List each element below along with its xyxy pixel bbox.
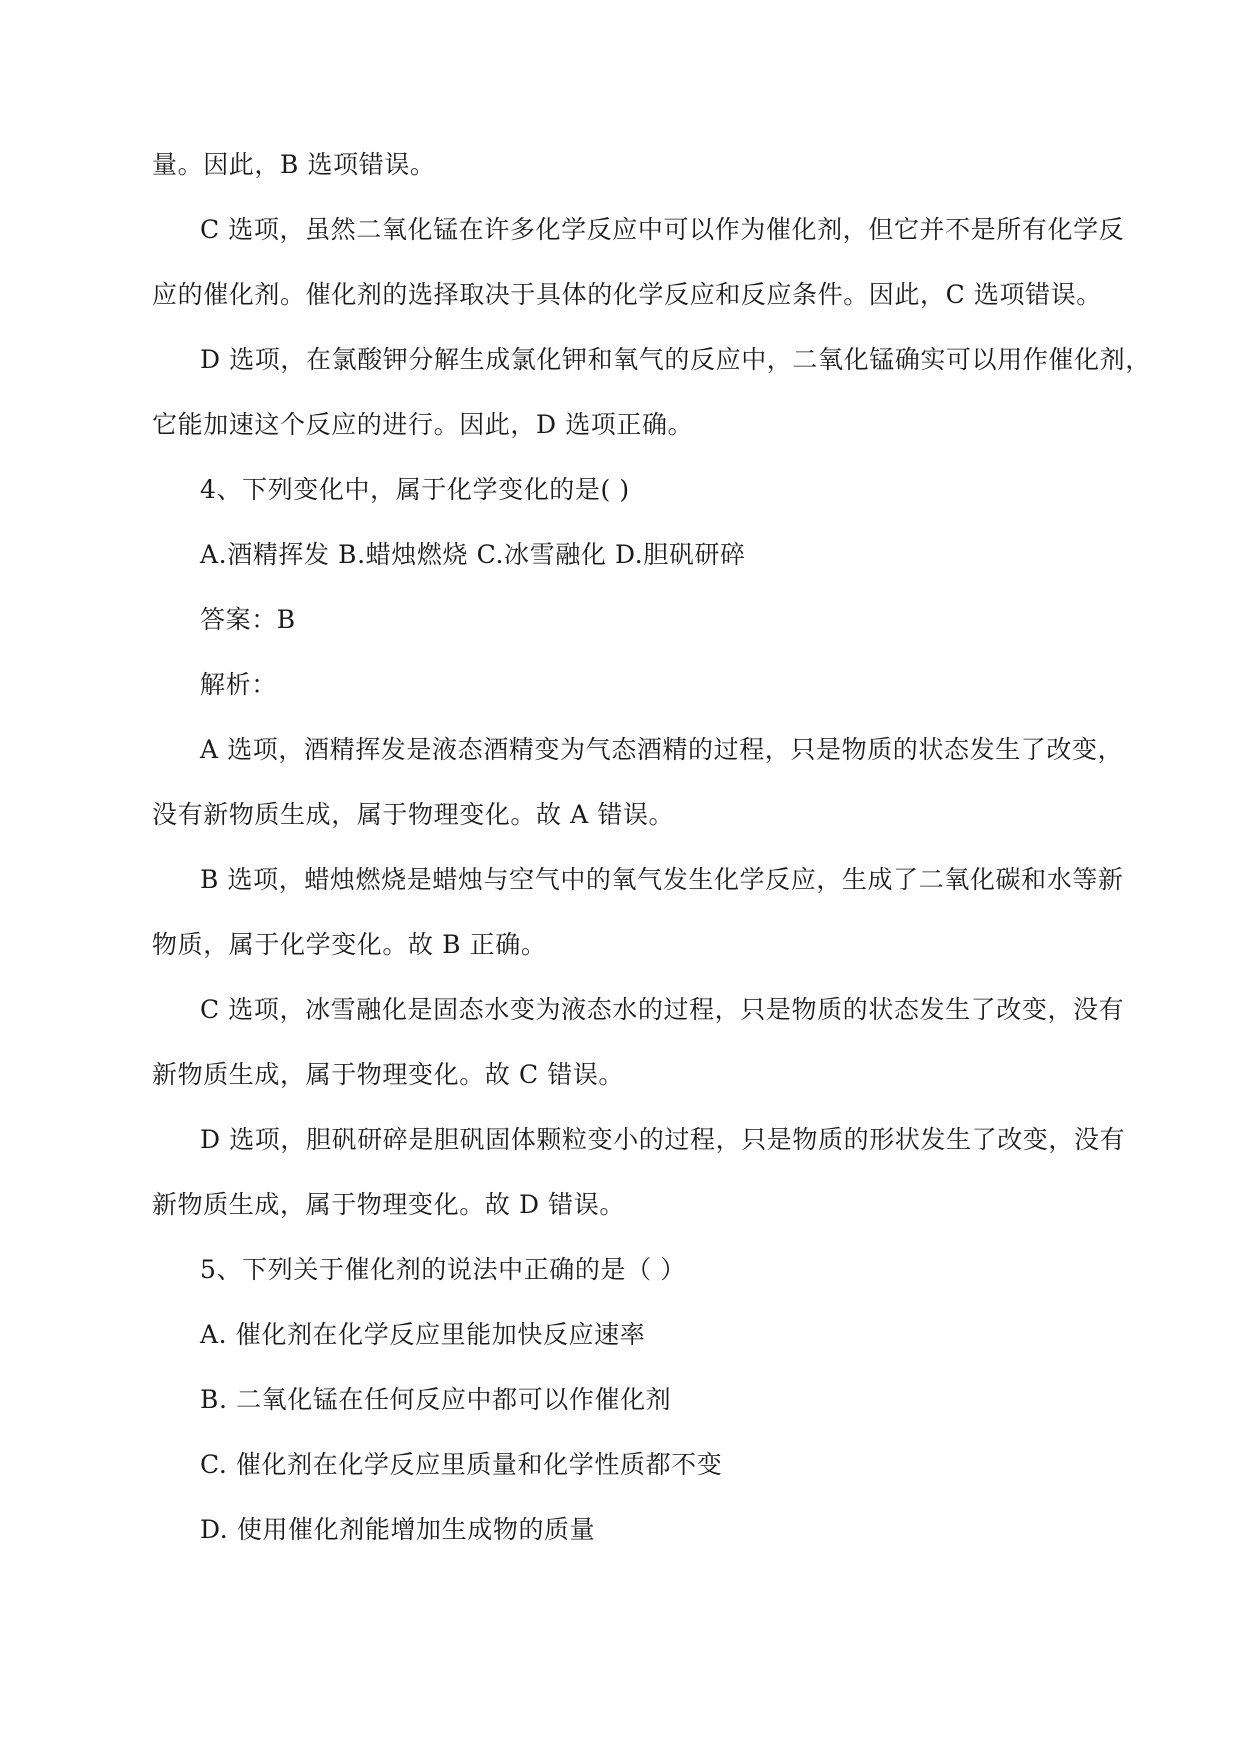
question-5-option-a: A. 催化剂在化学反应里能加快反应速率 bbox=[200, 1320, 646, 1349]
question-4-stem: 4、下列变化中，属于化学变化的是( ) bbox=[200, 475, 630, 504]
text-line-option-c-conclusion: 应的催化剂。催化剂的选择取决于具体的化学反应和反应条件。因此，C 选项错误。 bbox=[152, 280, 1102, 309]
question-4-option-a-conclusion: 没有新物质生成，属于物理变化。故 A 错误。 bbox=[152, 800, 675, 829]
question-4-option-b-analysis: B 选项，蜡烛燃烧是蜡烛与空气中的氧气发生化学反应，生成了二氧化碳和水等新 bbox=[200, 865, 1124, 894]
question-5-stem: 5、下列关于催化剂的说法中正确的是（ ） bbox=[200, 1255, 686, 1284]
text-line-b-conclusion: 量。因此，B 选项错误。 bbox=[152, 150, 436, 179]
question-4-option-c-analysis: C 选项，冰雪融化是固态水变为液态水的过程，只是物质的状态发生了改变，没有 bbox=[200, 995, 1125, 1024]
question-4-options: A.酒精挥发 B.蜡烛燃烧 C.冰雪融化 D.胆矾研碎 bbox=[200, 540, 746, 569]
text-line-option-d-analysis: D 选项，在氯酸钾分解生成氯化钾和氧气的反应中，二氧化锰确实可以用作催化剂， bbox=[200, 345, 1151, 374]
question-5-option-b: B. 二氧化锰在任何反应中都可以作催化剂 bbox=[200, 1385, 672, 1414]
question-4-answer: 答案：B bbox=[200, 605, 296, 634]
question-4-option-b-conclusion: 物质，属于化学变化。故 B 正确。 bbox=[152, 930, 547, 959]
question-4-analysis-label: 解析： bbox=[200, 670, 277, 699]
question-4-option-d-analysis: D 选项，胆矾研碎是胆矾固体颗粒变小的过程，只是物质的形状发生了改变，没有 bbox=[200, 1125, 1126, 1154]
question-5-option-d: D. 使用催化剂能增加生成物的质量 bbox=[200, 1515, 596, 1544]
text-line-option-c-analysis: C 选项，虽然二氧化锰在许多化学反应中可以作为催化剂，但它并不是所有化学反 bbox=[200, 215, 1125, 244]
text-line-option-d-conclusion: 它能加速这个反应的进行。因此，D 选项正确。 bbox=[152, 410, 694, 439]
question-4-option-a-analysis: A 选项，酒精挥发是液态酒精变为气态酒精的过程，只是物质的状态发生了改变， bbox=[200, 735, 1124, 764]
question-4-option-d-conclusion: 新物质生成，属于物理变化。故 D 错误。 bbox=[152, 1190, 625, 1219]
question-5-option-c: C. 催化剂在化学反应里质量和化学性质都不变 bbox=[200, 1450, 723, 1479]
question-4-option-c-conclusion: 新物质生成，属于物理变化。故 C 错误。 bbox=[152, 1060, 625, 1089]
